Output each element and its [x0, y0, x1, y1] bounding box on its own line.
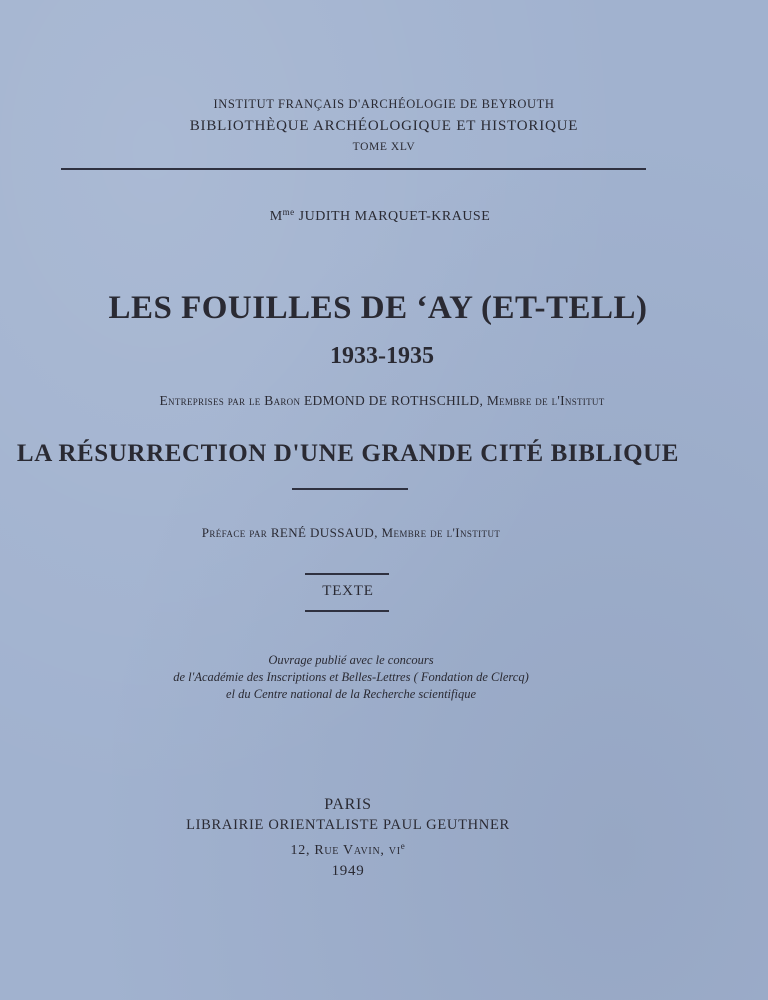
- book-subtitle: LA RÉSURRECTION D'UNE GRANDE CITÉ BIBLIQUE: [16, 440, 680, 467]
- author-prefix: M: [269, 209, 283, 224]
- publication-note: [0, 652, 735, 703]
- imprint-city: PARIS: [324, 796, 372, 813]
- publication-note-line: el du Centre national de la Recherche scientifique: [225, 687, 477, 701]
- header-rule: [61, 168, 646, 170]
- volume-rule-bottom: [305, 610, 389, 612]
- publication-note-line: de l'Académie des Inscriptions et Belles-Lettres ( Fondation de Clercq): [173, 670, 529, 684]
- author-name: JUDITH MARQUET-KRAUSE: [298, 209, 491, 224]
- author-prefix-sup: me: [282, 207, 295, 217]
- undertaken-prefix: Entreprises par le Baron: [159, 393, 301, 408]
- undertaken-suffix: Membre de l'Institut: [486, 393, 605, 408]
- institute-name: INSTITUT FRANÇAIS D'ARCHÉOLOGIE DE BEYROUTH: [213, 97, 555, 111]
- undertaken-by-line: [0, 393, 766, 409]
- preface-line: [0, 525, 735, 541]
- preface-prefix: Préface par: [201, 525, 268, 540]
- undertaken-name: EDMOND DE ROTHSCHILD,: [303, 393, 484, 408]
- imprint-address-sup: e: [400, 841, 406, 851]
- imprint-year: 1949: [331, 863, 365, 879]
- imprint: [0, 794, 732, 882]
- subtitle-rule: [292, 488, 408, 490]
- imprint-publisher: LIBRAIRIE ORIENTALISTE PAUL GEUTHNER: [186, 817, 510, 833]
- book-title: LES FOUILLES DE ‘AY (ET-TELL): [108, 290, 648, 326]
- series-name: BIBLIOTHÈQUE ARCHÉOLOGIQUE ET HISTORIQUE: [189, 118, 579, 134]
- preface-name: RENÉ DUSSAUD,: [270, 525, 378, 540]
- publication-note-line: Ouvrage publié avec le concours: [268, 653, 434, 667]
- author-line: [0, 207, 764, 225]
- volume-rule-top: [305, 573, 389, 575]
- book-years: 1933-1935: [330, 343, 434, 369]
- imprint-address: 12, Rue Vavin, vi: [290, 843, 401, 858]
- preface-suffix: Membre de l'Institut: [381, 525, 501, 540]
- imprint-address-line: [0, 836, 732, 861]
- tome-number: TOME XLV: [352, 141, 416, 153]
- volume-label: TEXTE: [322, 583, 374, 599]
